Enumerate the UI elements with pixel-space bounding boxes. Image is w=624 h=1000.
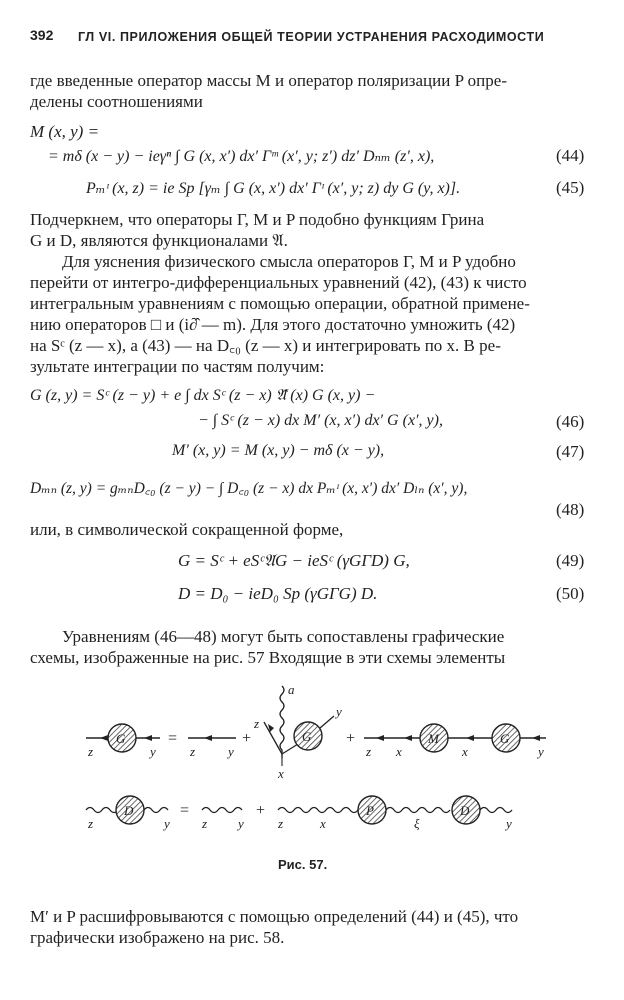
label-z: z <box>202 816 208 831</box>
equation-46-line1: G (z, y) = Sᶜ (z − y) + e ∫ dx Sᶜ (z − x) 𝔄̂ (x) G (x, y) − <box>30 387 376 404</box>
label-x: x <box>462 744 468 759</box>
arrow-marker <box>100 735 108 741</box>
label-y: y <box>506 816 512 831</box>
paragraph-line: Подчеркнем, что операторы Γ, M и P подобно функциям Грина <box>30 210 485 229</box>
figure-57 <box>0 670 624 860</box>
wavy-field-line <box>280 686 284 758</box>
wavy-line <box>202 808 242 813</box>
wavy-line <box>86 808 118 813</box>
blob-label: G <box>116 731 126 746</box>
label-y: y <box>164 816 170 831</box>
figure-caption: Рис. 57. <box>278 857 328 872</box>
blob-label: D <box>124 803 134 818</box>
fermion-line <box>320 716 334 728</box>
paragraph-line: делены соотношениями <box>30 92 203 111</box>
equation-48: Dₘₙ (z, y) = gₘₙD꜀₀ (z − y) − ∫ D꜀₀ (z − x) dx Pₘᶦ (x, x′) dx′ Dₗₙ (x′, y), <box>30 480 468 497</box>
arrow-marker <box>466 735 474 741</box>
wavy-line <box>480 808 512 813</box>
equation-number: (48) <box>556 500 585 519</box>
diagram-row-fermion <box>86 682 546 781</box>
equation-number: (47) <box>556 442 585 461</box>
paragraph-line: на Sᶜ (z — x), а (43) — на D꜀₀ (z — x) и интегрировать по x. В ре- <box>30 336 501 355</box>
paragraph-line: схемы, изображенные на рис. 57 Входящие в эти схемы элементы <box>30 648 506 667</box>
equation-44-rhs: = mδ (x − y) − ieγⁿ ∫ G (x, x′) dx′ Γᵐ (x′, y; z′) dz′ Dₙₘ (z′, x), <box>48 148 435 165</box>
equals-sign: = <box>180 802 190 819</box>
label-xi: ξ <box>414 816 420 831</box>
arrow-marker <box>144 735 152 741</box>
paragraph-line: зультате интеграции по частям получим: <box>30 357 325 376</box>
wavy-line <box>386 808 450 813</box>
plus-sign: + <box>346 730 356 747</box>
blob-label: D <box>460 803 470 818</box>
equation-number: (49) <box>556 551 585 570</box>
arrow-marker <box>404 735 412 741</box>
label-x: x <box>396 744 402 759</box>
label-z: z <box>190 744 196 759</box>
equation-45: Pₘᶦ (x, z) = ie Sp [γₘ ∫ G (x, x′) dx′ Γᶦ (x′, y; z) dy G (y, x)]. <box>86 180 461 197</box>
label-y: y <box>538 744 544 759</box>
fermion-line <box>282 744 298 754</box>
diagram-row-photon <box>86 796 512 831</box>
equation-44-lhs: M (x, y) = <box>30 122 100 141</box>
plus-sign: + <box>242 730 252 747</box>
paragraph-line: графически изображено на рис. 58. <box>30 928 285 947</box>
label-x: x <box>320 816 326 831</box>
paragraph-line: нию операторов □ и (i∂̂ — m). Для этого достаточно умножить (42) <box>30 315 516 334</box>
equation-number: (46) <box>556 412 585 431</box>
label-a: a <box>288 682 295 697</box>
label-z: z <box>88 744 94 759</box>
page-number: 392 <box>30 27 54 43</box>
running-title: ГЛ VI. ПРИЛОЖЕНИЯ ОБЩЕЙ ТЕОРИИ УСТРАНЕНИЯ РАСХОДИМОСТИ <box>78 30 545 44</box>
blob-label: M <box>428 731 439 746</box>
wavy-line <box>144 808 168 813</box>
arrow-marker <box>376 735 384 741</box>
equation-number: (45) <box>556 178 585 197</box>
label-y: y <box>228 744 234 759</box>
equation-number: (44) <box>556 146 585 165</box>
label-y: y <box>150 744 156 759</box>
blob-label: G <box>302 729 312 744</box>
equation-number: (50) <box>556 584 585 603</box>
blob-label: G <box>500 731 510 746</box>
paragraph-line: где введенные оператор массы M и оператор поляризации P опре- <box>30 71 507 90</box>
paragraph-line: интегральным уравнениям с помощью операции, обратной примене- <box>30 294 530 313</box>
label-z: z <box>278 816 284 831</box>
equation-49: G = Sᶜ + eSᶜ𝔄G − ieSᶜ (γGΓD) G, <box>178 551 410 570</box>
equation-50: D = D₀ − ieD₀ Sp (γGΓG) D. <box>178 584 378 603</box>
label-z: z <box>254 716 260 731</box>
paragraph-line: Для уяснения физического смысла операторов Γ, M и P удобно <box>62 252 516 271</box>
label-x: x <box>278 766 284 781</box>
plus-sign: + <box>256 802 266 819</box>
fermion-line <box>264 722 282 754</box>
paragraph-line: G и D, являются функционалами 𝔄. <box>30 231 288 250</box>
blob-label: P <box>366 803 374 818</box>
wavy-line <box>278 808 358 813</box>
label-y: y <box>238 816 244 831</box>
paragraph-line: Уравнениям (46—48) могут быть сопоставлены графические <box>62 627 505 646</box>
arrow-marker <box>204 735 212 741</box>
paragraph-line: перейти от интегро-дифференциальных уравнений (42), (43) к чисто <box>30 273 527 292</box>
equation-47: M′ (x, y) = M (x, y) − mδ (x − y), <box>172 442 385 459</box>
equals-sign: = <box>168 730 178 747</box>
label-z: z <box>366 744 372 759</box>
label-z: z <box>88 816 94 831</box>
equation-46-line2: − ∫ Sᶜ (z − x) dx M′ (x, x′) dx′ G (x′, y), <box>198 412 443 429</box>
paragraph-line: M′ и P расшифровываются с помощью определений (44) и (45), что <box>30 907 519 926</box>
arrow-marker <box>532 735 540 741</box>
paragraph-line: или, в символической сокращенной форме, <box>30 520 344 539</box>
label-y: y <box>336 704 342 719</box>
